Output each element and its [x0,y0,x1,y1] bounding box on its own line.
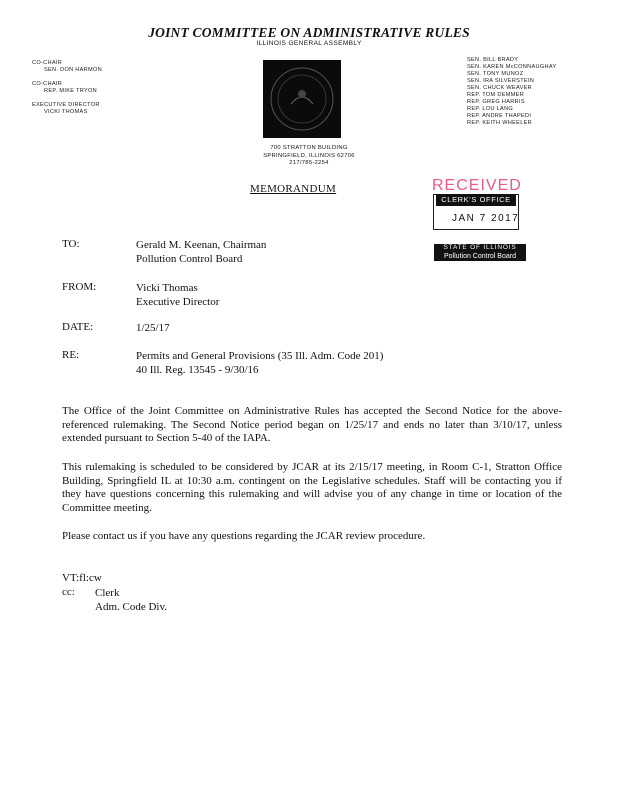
re-line-2: 40 Ill. Reg. 13545 - 9/30/16 [136,364,259,376]
to-label: TO: [62,238,80,250]
co-chair-1-name: SEN. DON HARMON [44,67,102,73]
cc-recipient: Adm. Code Div. [95,601,168,613]
phone-number: 217/785-2254 [289,160,329,166]
re-value [136,349,383,377]
to-line-1: Gerald M. Keenan, Chairman [136,239,267,251]
re-line-1: Permits and General Provisions (35 Ill. Adm. Code 201) [136,350,384,362]
cc-label: cc: [62,586,75,598]
body-paragraph-1: The Office of the Joint Committee on Administrative Rules has accepted the Second Notice for the above-referenced rulemaking. The Second Notice period began on 1/25/17 and ends no later than 3/10/17, unless extended pursuant to Section 5-40 of the IAPA. [62,405,562,445]
member-item: REP. TOM DEMMER [467,92,525,98]
from-label: FROM: [62,281,97,293]
typist-initials: VT:fl:cw [62,572,102,584]
stamp-board: Pollution Control Board [434,252,526,261]
received-stamp: RECEIVED [432,177,522,194]
co-chair-1-title: CO-CHAIR [32,60,63,66]
to-value [136,238,266,266]
from-line-2: Executive Director [136,296,220,308]
member-item: REP. LOU LANG [467,106,514,112]
cc-list [95,586,167,614]
exec-director-name: VICKI THOMAS [44,109,88,115]
date-value: 1/25/17 [136,322,170,334]
stamp-date: JAN 7 2017 [452,213,520,224]
member-item: SEN. BILL BRADY [467,57,519,63]
member-item: REP. ANDRE THAPEDI [467,113,532,119]
from-line-1: Vicki Thomas [136,282,198,294]
seal-icon [263,60,341,138]
address-line-1: 700 STRATTON BUILDING [270,145,348,151]
co-chair-2-name: REP. MIKE TRYON [44,88,97,94]
date-label: DATE: [62,321,94,333]
member-item: SEN. CHUCK WEAVER [467,85,532,91]
address-line-2: SPRINGFIELD, ILLINOIS 62706 [263,152,355,159]
member-item: SEN. IRA SILVERSTEIN [467,78,535,84]
illinois-seal [263,60,341,138]
body-paragraph-2: This rulemaking is scheduled to be considered by JCAR at its 2/15/17 meeting, in Room C-1, Stratton Office Building, Springfield IL at 10:30 a.m. contingent on the Legislative schedules. Staff will be contacting you if they have questions concerning this rulemaking and will advise you of any change in time or location of the Committee meeting. [62,461,562,514]
member-item: REP. KEITH WHEELER [467,120,532,126]
member-item: SEN. KAREN McCONNAUGHAY [467,64,557,70]
body-paragraph-3: Please contact us if you have any questions regarding the JCAR review procedure. [62,530,426,542]
members-list [467,57,556,127]
exec-director-title: EXECUTIVE DIRECTOR [32,102,100,108]
assembly-subtitle: ILLINOIS GENERAL ASSEMBLY [256,40,362,47]
stamp-office: CLERK'S OFFICE [436,194,516,206]
from-value [136,281,219,309]
committee-title: JOINT COMMITTEE ON ADMINISTRATIVE RULES [148,25,470,40]
re-label: RE: [62,349,80,361]
stamp-state: STATE OF ILLINOIS [434,244,526,252]
member-item: REP. GREG HARRIS [467,99,525,105]
member-item: SEN. TONY MUNOZ [467,71,524,77]
co-chair-2-title: CO-CHAIR [32,81,63,87]
memorandum-heading: MEMORANDUM [250,183,337,195]
to-line-2: Pollution Control Board [136,253,243,265]
left-officers-block [32,60,102,116]
address-block [0,145,618,168]
cc-recipient: Clerk [95,587,120,599]
